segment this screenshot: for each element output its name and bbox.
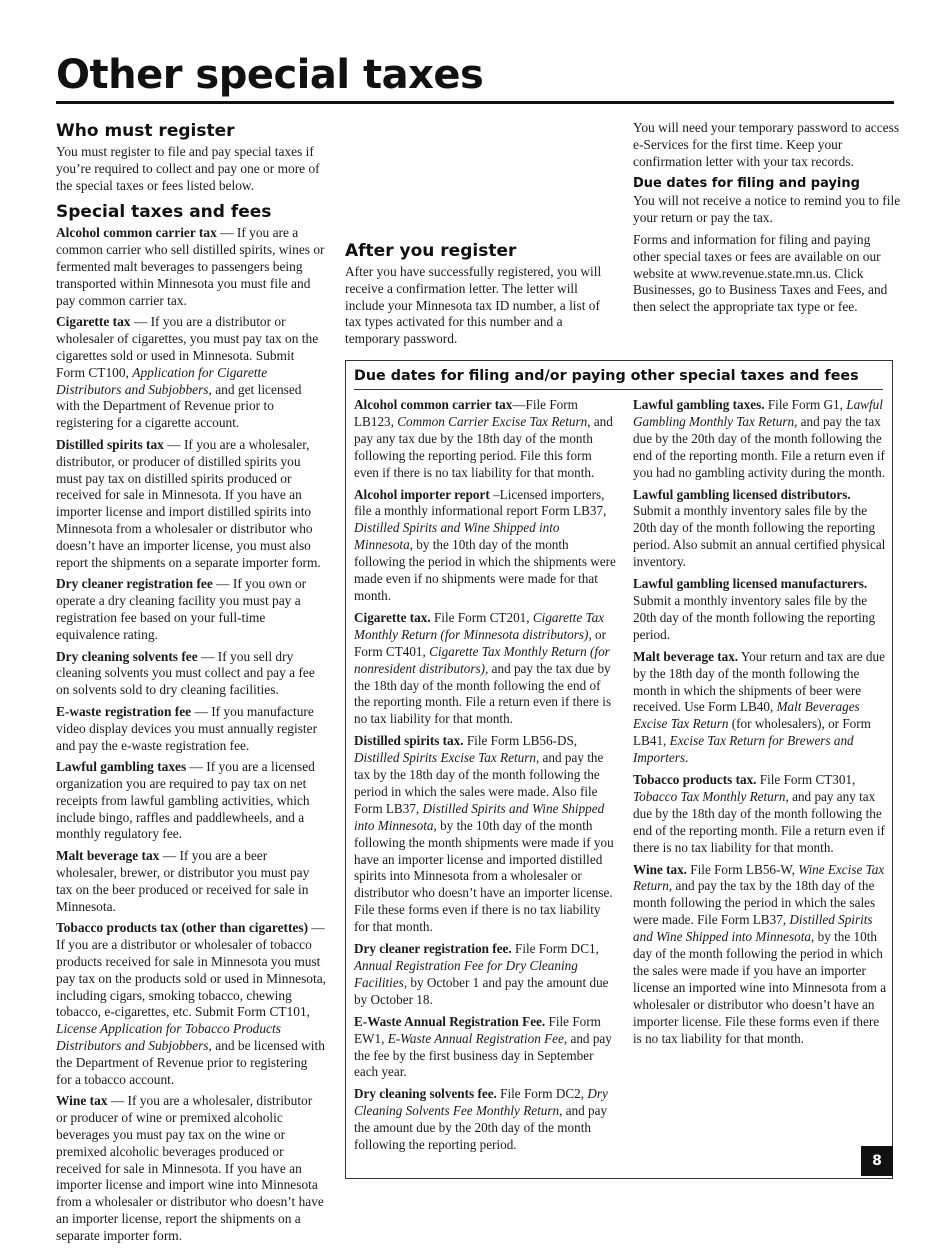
box-alcohol-importer-report: Alcohol importer report –Licensed importers, file a monthly informational report Form LB37, Distilled Spirits and Wine Shipped into Minnesota, by the 10th day of the month following the period in which the shipments were made even if no shipments were made for that month. (354, 486, 616, 603)
column-middle (345, 240, 611, 353)
dry-cleaner-registration-item: Dry cleaner registration fee — If you own or operate a dry cleaning facility you must pay a registration fee based on your full-time equivalence rating. (56, 576, 307, 642)
distilled-spirits-item: Distilled spirits tax — If you are a wholesaler, distributor, or producer of distilled spirits you must pay tax on distilled spirits produced or received for sale in Minnesota. If you have an importer license and import distilled spirits into Minnesota from a wholesaler or distributor who doesn’t have an importer license, you must also report the shipments on a separate importer form. (56, 436, 321, 570)
box-column-left (354, 397, 618, 1159)
alcohol-common-carrier-item: Alcohol common carrier tax — If you are a common carrier who sell distilled spirits, wines or fermented malt beverages to passengers being transported within Minnesota you must file and pay common carrier tax. (56, 225, 325, 308)
malt-beverage-item: Malt beverage tax — If you are a beer wholesaler, brewer, or distributor you must pay tax on the beer produced or received for sale in Minnesota. (56, 848, 310, 914)
cigarette-tax-item: Cigarette tax — If you are a distributor or wholesaler of cigarettes, you must pay tax on the cigarettes sold or used in Minnesota. Submit Form CT100, Application for Cigarette Distributors and Subjobbers, and get licensed with the Department of Revenue prior to registering for a cigarette account. (56, 314, 319, 431)
lawful-gambling-item: Lawful gambling taxes — If you are a licensed organization you are required to pay tax on net receipts from lawful gambling activities, which include bingo, raffles and paddlewheels, and a monthly regulatory fee. (56, 759, 315, 842)
temporary-password-note: You will need your temporary password to access e-Services for the first time. Keep your confirmation letter with your tax records. (633, 120, 900, 169)
box-gambling-manufacturers: Lawful gambling licensed manufacturers. Submit a monthly inventory sales file by the 20th day of the month following the reporting period. (633, 576, 876, 642)
box-distilled-spirits-tax: Distilled spirits tax. File Form LB56-DS, Distilled Spirits Excise Tax Return, and pay the tax by the 18th day of the month following the period in which the sales were made. Also file Form LB37, Distilled Spirits and Wine Shipped into Minnesota, by the 10th day of the month following the month shipments were made if you have an importer license and imported distilled spirits into Minnesota from a wholesaler or distributor who doesn’t have an importer license. File these forms even if there is no tax liability for that month. (354, 733, 614, 935)
box-column-right (633, 397, 889, 1053)
box-tobacco-products-tax: Tobacco products tax. File Form CT301, Tobacco Tax Monthly Return, and pay any tax due by the 18th day of the month following the end of the reporting month. File a return even if there is no tax liability for that month. (633, 772, 885, 855)
box-cigarette-tax: Cigarette tax. File Form CT201, Cigarette Tax Monthly Return (for Minnesota distributors), or Form CT401, Cigarette Tax Monthly Return (for nonresident distributors), and pay the tax due by the 18th day of the month following the end of the reporting month. File a return even if there is no tax liability for that month. (354, 609, 612, 727)
box-gambling-distributors: Lawful gambling licensed distributors. Submit a monthly inventory sales file by the 20th day of the month following the reporting period. Also submit an annual certified physical inventory. (633, 486, 886, 570)
dry-cleaning-solvents-item: Dry cleaning solvents fee — If you sell dry cleaning solvents you must collect and pay a fee on solvents sold to dry cleaning facilities. (56, 648, 315, 698)
box-malt-beverage-tax: Malt beverage tax. Your return and tax are due by the 18th day of the month following the month in which the shipments of beer were received. Use Form LB40, Malt Beverages Excise Tax Return (for wholesalers), or Form LB41, Excise Tax Return for Brewers and Importers. (633, 648, 885, 766)
special-taxes-heading: Special taxes and fees (56, 202, 272, 223)
column-left (56, 120, 326, 1250)
title-rule (56, 101, 894, 104)
box-ewaste-registration: E-Waste Annual Registration Fee. File Form EW1, E-Waste Annual Registration Fee, and pay the fee by the first business day in September each year. (354, 1013, 612, 1080)
box-dry-cleaner-registration: Dry cleaner registration fee. File Form DC1, Annual Registration Fee for Dry Cleaning Facilities, by October 1 and pay the amount due by October 18. (354, 941, 609, 1007)
who-must-register-heading: Who must register (56, 121, 235, 141)
page-title: Other special taxes (56, 52, 484, 98)
due-dates-box-title: Due dates for filing and/or paying other special taxes and fees (354, 366, 883, 390)
after-you-register-heading: After you register (345, 241, 517, 261)
box-dry-cleaning-solvents: Dry cleaning solvents fee. File Form DC2, Dry Cleaning Solvents Fee Monthly Return, and pay the amount due by the 20th day of the month following the reporting period. (354, 1086, 608, 1153)
who-must-register-text: You must register to file and pay special taxes if you’re required to collect and pay one or more of the special taxes or fees listed below. (56, 144, 320, 193)
due-dates-text-1: You will not receive a notice to remind you to file your return or pay the tax. (633, 193, 901, 226)
after-you-register-text: After you have successfully registered, you will receive a confirmation letter. The letter will include your Minnesota tax ID number, a list of tax types activated for this number and a temporary password. (345, 264, 602, 347)
ewaste-registration-item: E-waste registration fee — If you manufacture video display devices you must annually register and pay the e-waste registration fee. (56, 703, 318, 753)
column-right (633, 120, 901, 321)
box-lawful-gambling-taxes: Lawful gambling taxes. File Form G1, Lawful Gambling Monthly Tax Return, and pay the tax due by the 20th day of the month following the end of the reporting month. File a return even if you had no gambling activity during the month. (633, 397, 885, 480)
due-dates-box (345, 360, 893, 1179)
box-alcohol-common-carrier: Alcohol common carrier tax—File Form LB123, Common Carrier Excise Tax Return, and pay any tax due by the 18th day of the month following the reporting period. File this form even if there is no tax liability for that month. (354, 397, 613, 480)
wine-tax-item: Wine tax — If you are a wholesaler, distributor or producer of wine or premixed alcoholic beverages you must pay tax on the wine or premixed alcoholic beverages produced or received for sale in Minnesota. If you have an importer license and import wine into Minnesota from a wholesaler or distributor who doesn’t have an importer license, report the shipments on a separate importer form. (56, 1093, 324, 1243)
box-wine-tax: Wine tax. File Form LB56-W, Wine Excise Tax Return, and pay the tax by the 18th day of the month following the period in which the sales were made. File Form LB37, Distilled Spirits and Wine Shipped into Minnesota, by the 10th day of the month following the period in which the sales were made if you have an importer license an imported wine into Minnesota from a wholesaler or distributor who doesn’t have an importer license. File these forms even if there is no tax liability for that month. (633, 861, 887, 1046)
tobacco-products-item: Tobacco products tax (other than cigarettes) — If you are a distributor or wholesaler of tobacco products received for sale in Minnesota you must pay tax on the products sold or used in Minnesota, including cigars, smoking tobacco, chewing tobacco, e-cigarettes, etc. Submit Form CT101, License Application for Tobacco Products Distributors and Subjobbers, and be licensed with the Department of Revenue prior to registering for a tobacco account. (56, 920, 327, 1087)
due-dates-heading: Due dates for filing and paying (633, 176, 860, 192)
due-dates-text-2: Forms and information for filing and paying other special taxes or fees are available on our website at www.revenue.state.mn.us. Click Businesses, go to Business Taxes and Fees, and then select the appropriate tax type or fee. (633, 231, 888, 315)
page-number: 8 (861, 1146, 893, 1176)
